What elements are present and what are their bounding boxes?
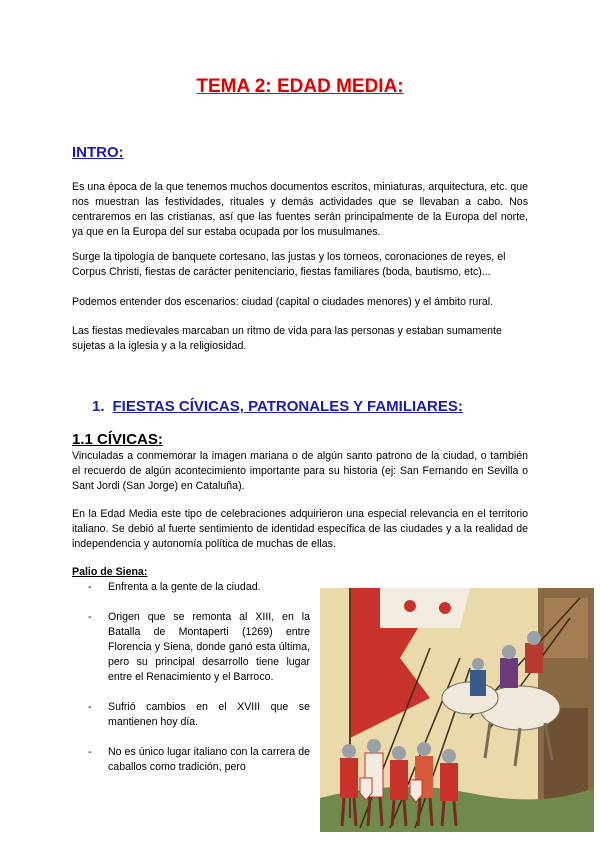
- medieval-battle-illustration: [320, 588, 594, 832]
- civicas-paragraph-2: En la Edad Media este tipo de celebraciones adquirieron una especial relevancia en el territorio italiano. Se debió al fuerte sentimiento de identidad específica de las ciudades y a la realidad de independencia y autonomía política de muchas de ellas.: [72, 508, 528, 550]
- civicas-paragraph-1: Vinculadas a conmemorar la imagen mariana o de algún santo patrono de la ciudad, o también el recuerdo de algún acontecimiento importante para su historia (ej: San Fernando en Sevilla o Sant Jordi (San Jorge) en Cataluña).: [72, 450, 528, 492]
- intro-heading: INTRO:: [72, 144, 124, 161]
- page-title: TEMA 2: EDAD MEDIA:: [196, 76, 404, 97]
- list-item: - Origen que se remonta al XIII, en la Batalla de Montaperti (1269) entre Florencia y Siena, donde ganó esta última, pero su principal desarrollo tiene lugar entre el Renacimiento y el Barroco.: [88, 611, 310, 683]
- list-item: - Enfrenta a la gente de la ciudad.: [88, 581, 261, 593]
- bullet-dash: -: [88, 746, 92, 758]
- bullet-dash: -: [88, 581, 92, 593]
- list-item: - No es único lugar italiano con la carrera de caballos como tradición, pero: [88, 746, 310, 773]
- intro-paragraph-2: Surge la tipología de banquete cortesano, las justas y los torneos, coronaciones de reyes, el Corpus Christi, fiestas de carácter penitenciario, fiestas familiares (boda, bautismo, etc)...: [72, 251, 506, 278]
- section-1-heading: [92, 398, 463, 415]
- subsection-1-1-heading: 1.1 CÍVICAS:: [72, 431, 163, 448]
- bullet-dash: -: [88, 611, 92, 623]
- section-1-title: FIESTAS CÍVICAS, PATRONALES Y FAMILIARES:: [112, 398, 463, 415]
- palio-bullet-list: [88, 580, 310, 790]
- intro-paragraph-3: Podemos entender dos escenarios: ciudad (capital o ciudades menores) y el ámbito rural.: [72, 296, 494, 308]
- list-item: - Sufrió cambios en el XVIII que se mantienen hoy día.: [88, 701, 310, 728]
- bullet-dash: -: [88, 701, 92, 713]
- battle-miniature-image: [320, 588, 594, 832]
- intro-paragraph-4: Las fiestas medievales marcaban un ritmo de vida para las personas y estaban sumamente sujetas a la iglesia y a la religiosidad.: [72, 325, 502, 352]
- palio-heading: Palio de Siena:: [72, 566, 148, 578]
- intro-paragraph-1: Es una época de la que tenemos muchos documentos escritos, miniaturas, arquitectura, etc. que nos muestran las festividades, rituales y demás actividades que se llevaban a cabo. Nos centraremos en las cristianas, así que las fuentes serán principalmente de la Europa del norte, ya que en la Europa del sur estaba ocupada por los musulmanes.: [72, 181, 528, 238]
- section-1-number: 1.: [92, 398, 105, 415]
